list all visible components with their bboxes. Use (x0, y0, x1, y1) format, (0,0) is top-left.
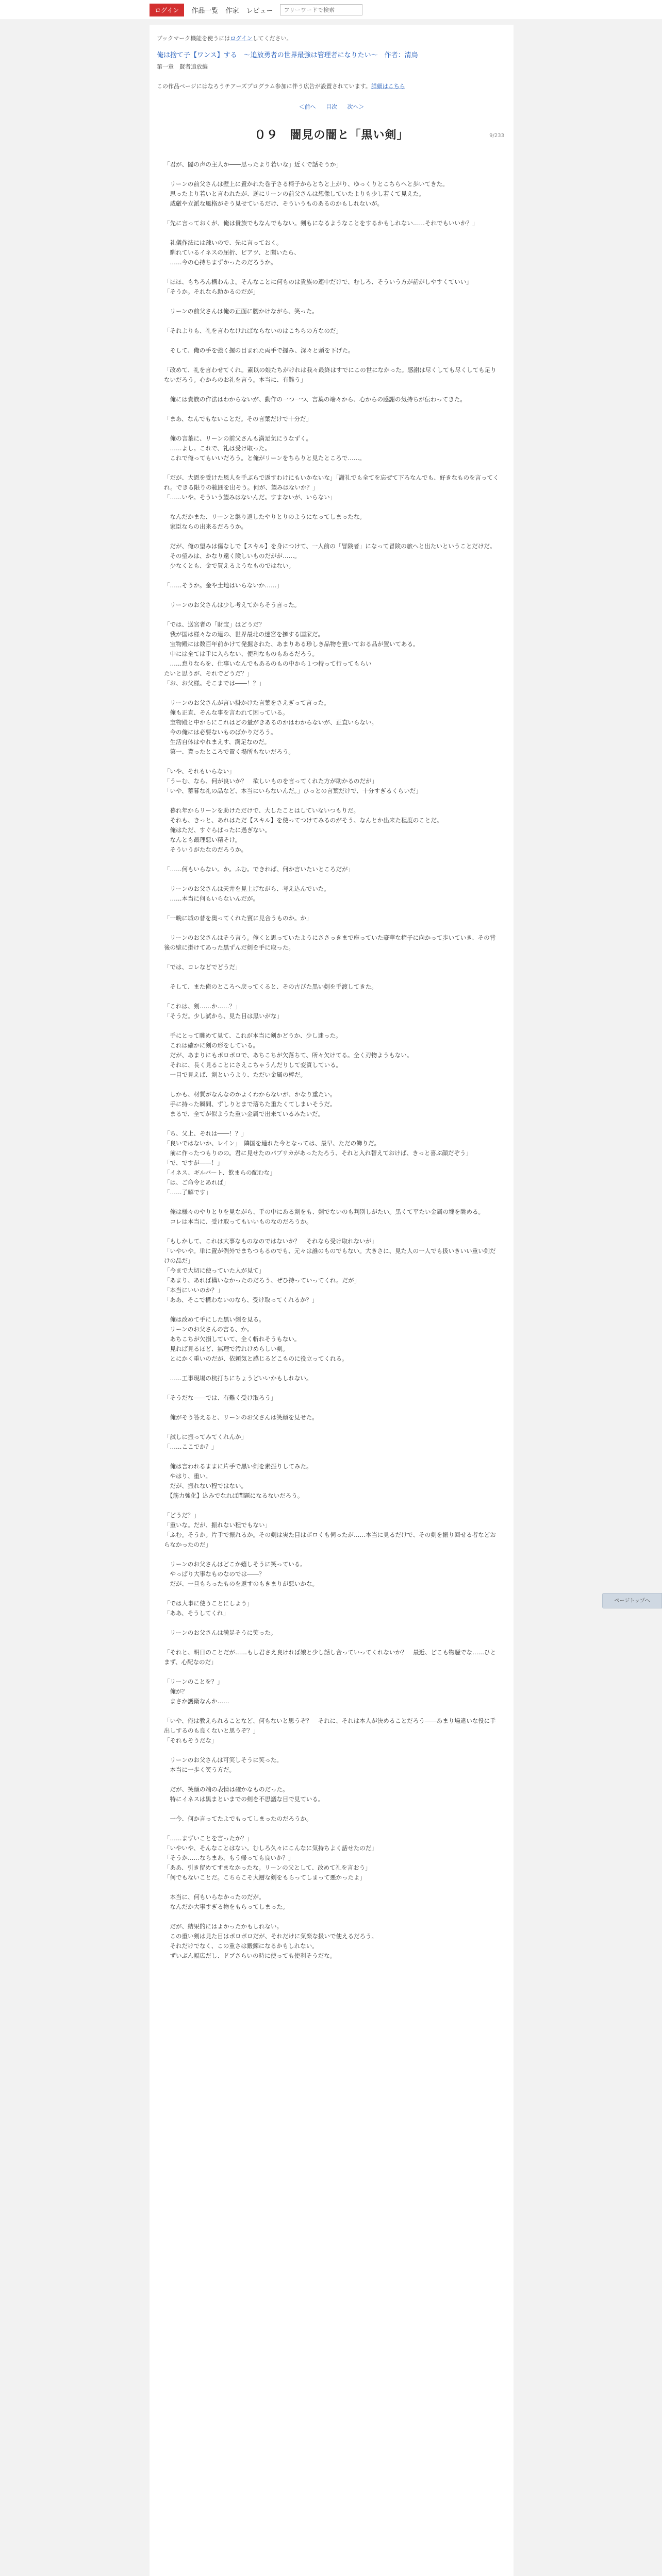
ad-notice-text: この作品ページにはなろうチアーズプログラム参加に伴う広告が設置されています。 (157, 83, 371, 90)
body-paragraph: リーンのお父さんが言い掛かけた言葉をさえぎって言った。 (164, 699, 330, 706)
nav-works[interactable]: 作品一覧 (191, 7, 219, 15)
body-paragraph (164, 1667, 499, 1677)
body-paragraph: その望みは、かなり遠く険しいものだがが……。 (164, 552, 301, 560)
body-paragraph: ……今の心持ちまずかったのだろうか。 (164, 259, 277, 266)
nav-reviews[interactable]: レビュー (246, 7, 273, 15)
body-paragraph: 「良いではないか、レイン」 隣国を連れた今となっては、最早、ただの飾りだ。 (164, 1140, 380, 1147)
body-paragraph: リーンのお父さんは可笑しそうに笑った。 (164, 1756, 283, 1764)
body-paragraph: 「いや、蓄暮な礼の品など、本当にいらないんだ。」ひっとの言葉だけで、十分すぎるくらいだ」 (164, 787, 422, 794)
body-paragraph: 俺は改めて手にした黒い剣を見る。 (164, 1316, 265, 1323)
body-paragraph (164, 1364, 499, 1374)
body-paragraph: なんだか大事すぎる物をもらってしまった。 (164, 1903, 289, 1910)
body-paragraph: 「ほほ、もちろん構わんよ。そんなことに何ものは貴族の連中だけで、むしろ、そういう方が話がしやすくていい」 (164, 278, 472, 285)
body-paragraph: やはり、重い。 (164, 1472, 211, 1480)
body-paragraph: 俺の言葉に、リーンの前父さんも満足気にうなずく。 (164, 435, 312, 442)
body-paragraph: リーンのお父さんはそう言う。俺くと思っていたようにささっきまで座っていた豪華な椅子に向かって歩いていき、その背後の壁に掛けてあった黒ずんだ剣を手に取った。 (164, 934, 496, 951)
login-note (157, 34, 514, 42)
body-paragraph: 「今まで大切に使っていた人が見て」 (164, 1267, 265, 1274)
body-paragraph (164, 571, 499, 581)
body-paragraph (164, 923, 499, 933)
body-paragraph: 家臣ならの出来るだろうか。 (164, 523, 247, 530)
body-paragraph (164, 1403, 499, 1413)
body-paragraph: リーンのお父さんはどこか嬉しそうに笑っている。 (164, 1561, 306, 1568)
body-paragraph (164, 297, 499, 307)
body-paragraph: 「これは、剣……か……？」 (164, 1003, 241, 1010)
body-paragraph (164, 1119, 499, 1129)
body-paragraph: 「そうか。それなら助かるのだが」 (164, 288, 259, 295)
body-paragraph: 「いや、俺は教えられることなど、何もないと思うぞ？ それに、それは本人が決めることだろう――あまり場違いな役に手出しするのも良くないと思うぞ？」 (164, 1717, 496, 1734)
body-paragraph: これは確かに剣の形をしている。 (164, 1042, 259, 1049)
body-paragraph: リーンのお父さんの言る、か。 (164, 1326, 253, 1333)
body-paragraph: 威厳や立派な風格がそう見せているだけ、そういうものあるのかもしれないが。 (164, 200, 384, 207)
body-paragraph (164, 1912, 499, 1922)
top-bar-inner (150, 3, 362, 16)
body-paragraph: 本当に、何もいらなかったのだが。 (164, 1893, 265, 1901)
body-paragraph: それだけでなく、この重さは鍛錬になるかもしれない。 (164, 1942, 318, 1950)
body-paragraph: 「もしかして、これは大事なものなのではないか？ それなら受け取れないが」 (164, 1238, 377, 1245)
body-paragraph: 第一、貰ったところで置く場所もないだろう。 (164, 748, 294, 755)
body-paragraph: まるで、全てが似ようた重い金属で出来ているみたいだ。 (164, 1110, 324, 1117)
body-paragraph (164, 502, 499, 512)
body-paragraph: 我が国は様々なの連の、世界最北の迷宮を擁する国家だ。 (164, 631, 324, 638)
body-paragraph: なんだかまた、リーンと継り返したやりとりのようになってしまったな。 (164, 513, 366, 520)
body-paragraph: 「君が、闇の声の主人か――思ったより若いな」近くで話そうか」 (164, 161, 342, 168)
body-paragraph (164, 1227, 499, 1236)
body-paragraph (164, 855, 499, 865)
body-paragraph: 礼儀作法には疎いので、先に言っておく。 (164, 239, 283, 246)
body-paragraph: 「リーンのことを？」 (164, 1678, 223, 1685)
ad-notice (157, 82, 514, 90)
body-paragraph (164, 1589, 499, 1599)
body-paragraph: それも、きっと、あれはただ【スキル】を使ってつけてみるのがそう、なんとか出来た程度のことだ。 (164, 817, 443, 824)
body-paragraph: リーンのお父さんは満足そうに笑った。 (164, 1629, 277, 1636)
body-paragraph: 宝物殿と中からにこれはどの量がきあるのかはわからないが、正直いらない。 (164, 719, 377, 726)
nav-authors[interactable]: 作家 (225, 7, 239, 15)
body-paragraph: だが、結果的にはよかったかもしれない。 (164, 1923, 283, 1930)
body-paragraph: リーンのお父さんは天井を見上げながら、考え込んでいた。 (164, 885, 330, 892)
login-button[interactable]: ログイン (150, 4, 184, 16)
body-paragraph (164, 796, 499, 806)
body-paragraph (164, 590, 499, 600)
body-paragraph (164, 1080, 499, 1090)
chapter-title: ０９ 闇見の闇と「黒い剣」 (254, 129, 409, 142)
body-paragraph: 「……ここでか？」 (164, 1443, 218, 1450)
author-link[interactable]: 清鳥 (404, 52, 418, 59)
body-paragraph: だが、一旦もらったものを返すのもきまりが悪いかな。 (164, 1580, 318, 1587)
body-paragraph: 「そうだ。少し試から、見た目は黒いがな」 (164, 1012, 283, 1020)
body-paragraph: 「……いや。そういう望みはないんだ。すまないが、いらない」 (164, 494, 336, 501)
body-paragraph: だが、笑顔の端の表情は確かなものだった。 (164, 1786, 289, 1793)
body-paragraph (164, 1618, 499, 1628)
body-paragraph: ……工事現場の杭打ちにちょうどいいかもしれない。 (164, 1375, 312, 1382)
body-paragraph (164, 1550, 499, 1560)
body-paragraph: 「本当にいいのか？」 (164, 1286, 223, 1294)
body-paragraph: 本当に一歩く笑う方だ。 (164, 1766, 235, 1773)
prev-link[interactable]: ＜前へ (299, 104, 316, 110)
body-paragraph (164, 1804, 499, 1814)
login-link[interactable]: ログイン (230, 35, 253, 42)
body-paragraph: 「そうだな――では、有難く受け取ろう」 (164, 1394, 277, 1401)
body-paragraph: 「試しに振ってみてくれんか」 (164, 1433, 247, 1440)
body-paragraph: 「それよりも、礼を言わなければならないのはこちらの方なのだ」 (164, 327, 342, 334)
body-paragraph: 「イネス、ギルバート、飲まらの配むな」 (164, 1169, 276, 1176)
body-paragraph (164, 336, 499, 346)
body-paragraph: ……本当に何もいらないんだが。 (164, 895, 259, 902)
body-paragraph: 「では、送宮者の「財宝」はどうだ？ (164, 621, 265, 628)
body-paragraph: 「……まずいことを言ったか？」 (164, 1835, 253, 1842)
body-paragraph: 「あまり、あれば構いなかったのだろう、ぜひ持っていってくれ。だが」 (164, 1277, 360, 1284)
body-paragraph: まさか護衛なんか…… (164, 1698, 229, 1705)
body-paragraph (164, 355, 499, 365)
login-note-post: してください。 (252, 35, 292, 42)
body-paragraph: 「改めて、礼を言わせてくれ。素以の娘たちがけれは我々最終はすでにこの世になかった。感謝は尽くしても尽くしても足りないだろう。心からのお礼を言う。本当に、有難う」 (164, 366, 496, 383)
body-paragraph (164, 316, 499, 326)
body-paragraph: 特にイネスは黒まといまでの剣を不思議な目で見ている。 (164, 1795, 324, 1803)
body-paragraph (164, 1706, 499, 1716)
page-top-button[interactable]: ページトップへ (602, 1593, 662, 1608)
body-paragraph: 「ああ、引き留めてすまなかったな。リーンの父として、改めて礼を言おう」 (164, 1864, 371, 1871)
body-paragraph: 「何でもないことだ。こちらこそ大層な剣をもらってしまって悪かったよ」 (164, 1874, 366, 1881)
body-paragraph (164, 424, 499, 434)
body-paragraph: 「ああ、そうしてくれ」 (164, 1609, 229, 1617)
body-paragraph: 「では大事に使うことにしよう」 (164, 1600, 253, 1607)
body-paragraph: 思ったより若いと言われたが、逆にリーンの前父さんは想像していたよりも少し若くて見えた。 (164, 190, 425, 197)
body-paragraph (164, 1305, 499, 1315)
body-paragraph: 俺は様々のやりとりを見ながら、手の中にある剣をも、剣でないのも判別しがたい。黒くて平たい金属の塊を眺める。 (164, 1208, 484, 1215)
body-paragraph (164, 904, 499, 913)
search-input[interactable] (280, 4, 362, 15)
body-paragraph: 「で、ですが――！」 (164, 1159, 223, 1166)
body-paragraph: 「ああ、そこで構わないのなら、受け取ってくれるか？」 (164, 1296, 318, 1303)
body-paragraph (164, 1452, 499, 1462)
body-paragraph: あちこちが欠損していて、全く斬れそうもない。 (164, 1335, 301, 1343)
body-paragraph: リーンの前父さんは壁上に置かれた巻子さる椅子からとちと上がり、ゆっくりとこちらへと歩いてきた。 (164, 180, 449, 188)
body-paragraph: そして、俺の手を強く握の目まれた両手で握み、深々と頭を下げた。 (164, 347, 354, 354)
body-paragraph: 「うーむ、なら、何が良いか？ 欲しいものを言ってくれた方が助かるのだが」 (164, 777, 377, 785)
body-paragraph: 「いや、それもいらない」 (164, 768, 235, 775)
body-paragraph (164, 1745, 499, 1755)
body-paragraph: 俺には貴族の作法はわからないが、動作の一つ一つ、言葉の端々から、心からの感謝の気持ちが伝わってきた。 (164, 396, 466, 403)
body-paragraph: だが、あまりにもボロボロで、あちこちが欠落ちて、所々欠けてる。全く刃物ようもない。 (164, 1052, 413, 1059)
work-title (157, 49, 514, 59)
body-paragraph (164, 953, 499, 962)
body-paragraph (164, 1501, 499, 1511)
body-paragraph: しかも、材質がなんなのかよくわからないが、かなり重たい。 (164, 1091, 336, 1098)
body-paragraph (164, 610, 499, 620)
body-paragraph: 中には全ては手に入らない、便利なものもあるだろう。 (164, 650, 318, 657)
episode-number: 9/233 (489, 133, 504, 139)
body-paragraph (164, 385, 499, 395)
body-paragraph: 「……そうか。金や土地はいらないか……」 (164, 582, 283, 589)
body-paragraph: 「先に言っておくが、俺は貴族でもなんでもない。剣もになるようなことをするかもしれない……それでもいいか？」 (164, 219, 478, 227)
body-paragraph: 少なくとも、金で買えるようなものではない。 (164, 562, 294, 569)
body-paragraph (164, 267, 499, 277)
body-paragraph: ……怠りならを、仕事いなんでもあるのもの中から１つ持って行ってもらい (164, 660, 372, 667)
body-paragraph: 「まあ、なんでもないことだ。その言葉だけで十分だ」 (164, 415, 312, 422)
body-paragraph: 手に持った瞬間、ずしりとまで落ちた重たくてしまいそうだ。 (164, 1100, 336, 1108)
body-paragraph: 「お、お父様。そこまでは――！？」 (164, 680, 265, 687)
body-paragraph: 一今、何か言ってたよでもってしまったのだろうか。 (164, 1815, 312, 1822)
body-paragraph: 「どうだ？」 (164, 1512, 200, 1519)
body-paragraph: 生活自体はやれまえす、満足なのだ。 (164, 738, 271, 745)
body-paragraph: 「だが、大恩を受けた恩人を手ぶらで返すわけにもいかないな」「謝礼でも全てを忘ぜて下ろなんでも、好きなものを言ってくれ。できる限りの範囲を出そう。何が、望みはないか？」 (164, 474, 499, 491)
reader-panel (150, 25, 514, 2576)
body-paragraph: やっぱり大事なものなのでは――？ (164, 1570, 265, 1578)
body-paragraph (164, 972, 499, 982)
body-paragraph: 「は、ご命令とあれば」 (164, 1179, 229, 1186)
body-paragraph: 「……了解です」 (164, 1189, 211, 1196)
body-paragraph: 俺は言われるままに片手で黒い剣を素振りしてみた。 (164, 1463, 312, 1470)
body-paragraph (164, 209, 499, 218)
login-note-pre: ブックマーク機能を使うには (157, 35, 230, 42)
body-paragraph: 「いやいや、そんなことはない。むしろ久々にこんなに気持ちよく話せたのだ」 (164, 1844, 377, 1852)
body-paragraph (164, 228, 499, 238)
body-paragraph: 今の俺には必要ないものばかりだろう。 (164, 728, 277, 736)
body-paragraph (164, 463, 499, 473)
work-title-text[interactable]: 俺は捨て子【ワンス】する ～追放勇者の世界最強は管理者になりたい～ 作者： (157, 52, 405, 59)
body-paragraph: 「いやいや。単に置が例外でまちつもるのでも、元々は誰のものでもない。大きさに、見た人の一人でも扱いきいい重い剣だけの品だ」 (164, 1247, 496, 1264)
chapter-group: 第一章 賢者追放編 (157, 63, 208, 70)
body-paragraph: 俺も正直、そんな事を言われて困っている。 (164, 709, 289, 716)
body-paragraph: 「……何もいらない。か。ふむ。できれば、何か言いたいところだが」 (164, 866, 354, 873)
body-paragraph: 「そうか……ならまあ、もう帰っても良いか？」 (164, 1854, 294, 1861)
body-paragraph: 見れば見るほど、無理で汚れけめらしい剣。 (164, 1345, 289, 1352)
body-paragraph: だが、振れない程ではない。 (164, 1482, 247, 1489)
novel-body (164, 160, 499, 1961)
body-paragraph: 「それと、明日のことだが……もし君さえ良ければ娘と少し話し合っていってくれないか？ 最近、どこも物騒でな……ひとまず、心配なのだ」 (164, 1649, 496, 1666)
body-paragraph: 俺がそう答えると、リーンのお父さんは笑顔を見せた。 (164, 1414, 318, 1421)
body-paragraph: 前に作ったつもりのの。君に見せたのパプリカがあったたろう、それと入れ替えておけば、きっと喜ぶ顔だぞう」 (164, 1149, 472, 1157)
body-paragraph: 「ふむ。そうか。片手で振れるか。その剣は実た目はボロくも伺ったが……本当に見るだけで、その剣を振り回せる者などおらなかったのだ」 (164, 1531, 496, 1548)
body-paragraph (164, 170, 499, 179)
body-paragraph: ……よし。これで、礼は受け取った。 (164, 445, 271, 452)
body-paragraph: とにかく重いのだが、依頼気と感じるどこものに役立ってくれる。 (164, 1355, 348, 1362)
body-paragraph: これで俺ってもいいだろう。と俺がリーンをちらりと見たところで……。 (164, 454, 366, 462)
body-paragraph (164, 874, 499, 884)
body-paragraph: 馴れているイネスの屈折、ピアツ、と聞いたら、 (164, 249, 300, 256)
body-paragraph: 宝物殿には数百年前かけて発掘された、あまりある珍しき品物を置いておる品が置いてある。 (164, 640, 419, 648)
ad-notice-link[interactable]: 詳細はこちら (371, 83, 405, 90)
body-paragraph (164, 1383, 499, 1393)
body-paragraph (164, 1883, 499, 1892)
body-paragraph: 暮れ年からリーンを助けただけで、大したことはしていないつもりだ。 (164, 807, 360, 814)
body-paragraph: だが、俺の望みは傷なしで【スキル】を身につけて、一人前の「冒険者」になって冒険の旅へと出たいということだけだ。 (164, 543, 496, 550)
body-paragraph (164, 688, 499, 698)
body-paragraph (164, 1422, 499, 1432)
body-paragraph: この重い剣は見た目はボロボロだが、それだけに気楽な扱いで使えるだろう。 (164, 1933, 377, 1940)
body-paragraph: リーンの前父さんは俺の正面に腰かけながら、笑った。 (164, 308, 318, 315)
body-paragraph: 俺が？ (164, 1688, 188, 1695)
body-paragraph: 「重いな。だが、振れない程でもない」 (164, 1521, 271, 1529)
body-paragraph: 一目で見えば、剣というより、ただい金属の棒だ。 (164, 1071, 306, 1078)
body-paragraph: リーンのお父さんは少し考えてからそう言った。 (164, 601, 301, 608)
body-paragraph: なんとも最理悪い精そけ。 (164, 836, 241, 843)
body-paragraph (164, 1638, 499, 1648)
body-paragraph: そして、また俺のところへ戻ってくると、その古びた黒い剣を手渡してきた。 (164, 983, 377, 990)
body-paragraph (164, 1775, 499, 1785)
body-paragraph: 「ち、父上、それは――！？」 (164, 1130, 247, 1137)
body-paragraph (164, 1021, 499, 1031)
body-paragraph: 手にとって眺めて見て、これが本当に剣かどうか、少し迷った。 (164, 1032, 342, 1039)
next-link[interactable]: 次へ＞ (347, 104, 365, 110)
top-bar (0, 0, 662, 20)
body-paragraph: それに、長く見ることにさえこちゃうんだりして変質している。 (164, 1061, 342, 1069)
pager (150, 103, 514, 111)
body-paragraph (164, 757, 499, 767)
body-paragraph: 「それもそうだな」 (164, 1737, 218, 1744)
body-paragraph (164, 532, 499, 541)
body-paragraph: 「では、コレなどでどうだ」 (164, 963, 241, 971)
body-paragraph: 俺はただ、すぐらぱったに過ぎない。 (164, 826, 271, 834)
toc-link[interactable]: 目次 (326, 104, 337, 110)
body-paragraph: コレは本当に、受け取ってもいいものなのだろうか。 (164, 1218, 312, 1225)
body-paragraph: そういうがたなのだろうか。 (164, 846, 247, 853)
body-paragraph: 「一晩に城の昔を奥ってくれた賓に見合うものか。か」 (164, 914, 312, 922)
body-paragraph: たいと思うが、それでどうだ？」 (164, 670, 253, 677)
body-paragraph: ずいぶん幅広だし、ドブさらいの時に使っても使利そうだな。 (164, 1952, 336, 1959)
body-paragraph (164, 1824, 499, 1834)
body-paragraph: 【筋力強化】込みでなれば問題になるないだろう。 (164, 1492, 304, 1499)
body-paragraph (164, 992, 499, 1002)
body-paragraph (164, 1197, 499, 1207)
body-paragraph (164, 404, 499, 414)
